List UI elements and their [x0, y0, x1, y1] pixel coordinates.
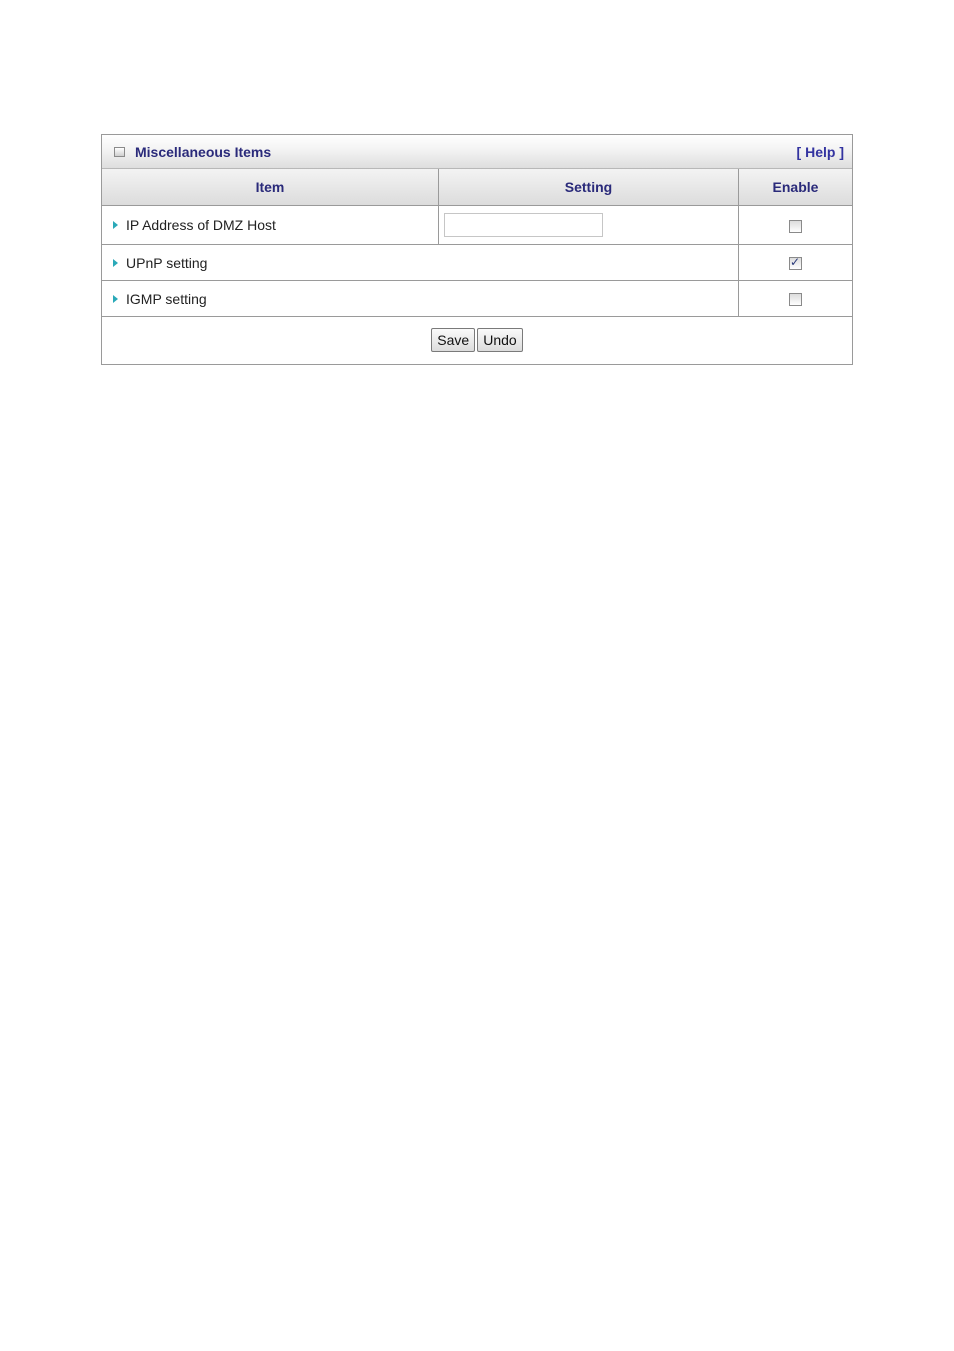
igmp-enable-checkbox[interactable] — [789, 293, 802, 306]
row-label: IP Address of DMZ Host — [126, 217, 276, 233]
panel-titlebar — [102, 135, 852, 169]
upnp-item-cell — [102, 245, 739, 281]
action-cell — [102, 317, 852, 364]
panel-square-icon — [114, 147, 125, 157]
dmz-host-enable-cell — [739, 206, 853, 245]
column-header-item: Item — [102, 169, 439, 206]
igmp-item-cell — [102, 281, 739, 317]
table-row-upnp — [102, 245, 852, 281]
upnp-enable-cell — [739, 245, 853, 281]
row-label: IGMP setting — [126, 290, 207, 307]
arrow-right-icon — [113, 221, 118, 229]
save-button[interactable]: Save — [431, 328, 475, 352]
upnp-enable-checkbox[interactable] — [789, 257, 802, 270]
help-link[interactable]: [ Help ] — [796, 144, 844, 160]
panel-title: Miscellaneous Items — [135, 144, 272, 160]
table-row-dmz-host — [102, 206, 852, 245]
table-row-igmp — [102, 281, 852, 317]
misc-items-panel — [101, 134, 853, 365]
igmp-enable-cell — [739, 281, 853, 317]
settings-table — [102, 169, 852, 364]
dmz-host-ip-input[interactable] — [444, 213, 603, 237]
undo-button[interactable]: Undo — [477, 328, 522, 352]
dmz-host-item-cell — [102, 206, 439, 245]
arrow-right-icon — [113, 295, 118, 303]
dmz-host-setting-cell — [439, 206, 739, 245]
dmz-host-enable-checkbox[interactable] — [789, 220, 802, 233]
column-header-enable: Enable — [739, 169, 853, 206]
arrow-right-icon — [113, 259, 118, 267]
table-header-row — [102, 169, 852, 206]
row-label: UPnP setting — [126, 254, 208, 271]
action-row — [102, 317, 852, 364]
column-header-setting: Setting — [439, 169, 739, 206]
